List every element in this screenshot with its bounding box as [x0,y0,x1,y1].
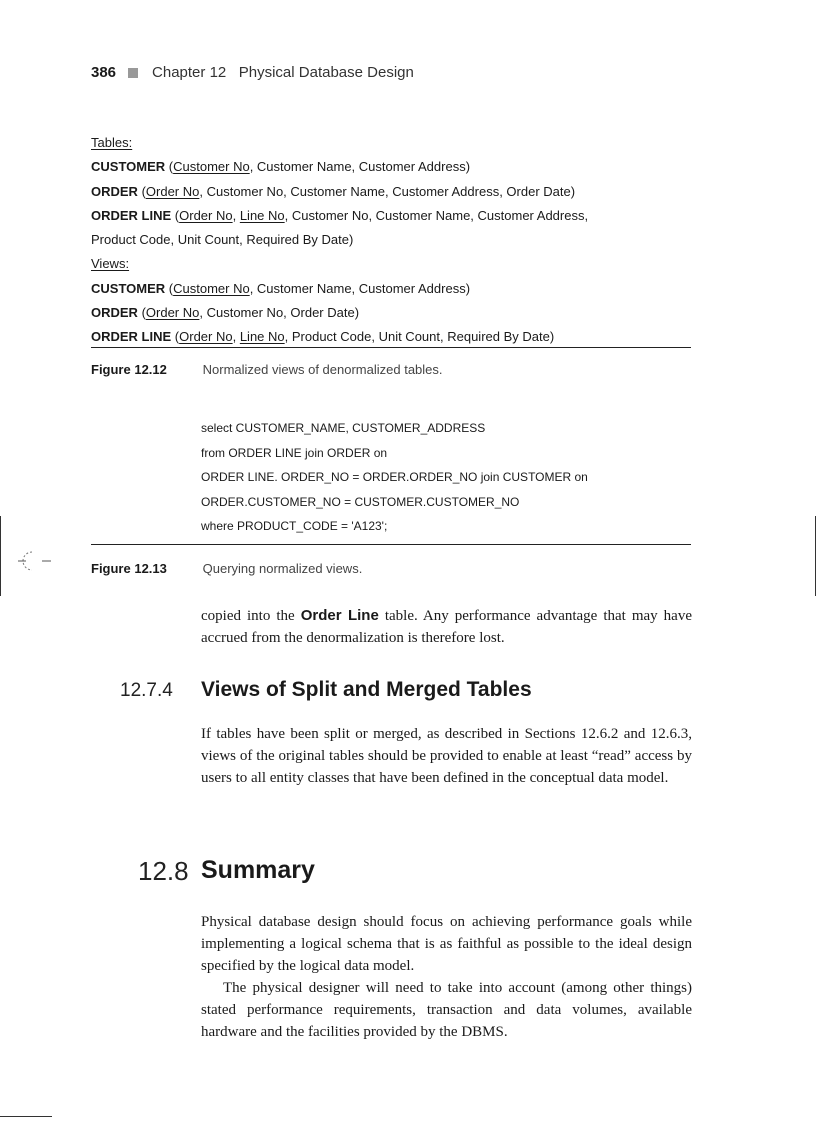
text-run: ( [137,305,146,321]
code-line: ORDER LINE. ORDER_NO = ORDER.ORDER_NO join CUSTOMER on [201,470,588,484]
crop-mark [0,516,1,596]
view-name: CUSTOMER [91,280,166,296]
code-line: from ORDER LINE join ORDER on [201,445,388,460]
section-number: 12.7.4 [120,680,173,701]
text-run: , Customer No, Customer Name, Customer Address, [284,207,589,223]
text-run: ( [171,207,180,223]
table-row [91,180,588,204]
text-run: , Customer Name, Customer Address) [249,159,471,175]
section-12-7-4-text [201,723,692,789]
primary-key: Order No [179,207,233,223]
text-run: ( [165,159,174,175]
figure-label: Figure 12.13 [91,561,167,576]
figure-12-12-caption [91,362,443,377]
figure-12-13-caption [91,561,362,576]
figure-12-12-body [91,131,588,350]
primary-key: Line No [239,329,285,345]
primary-key: Order No [145,305,200,321]
page-number: 386 [91,64,117,81]
figure-caption-text: Normalized views of denormalized tables. [202,362,443,377]
running-header [91,64,414,81]
primary-key: Customer No [173,159,250,175]
code-line: ORDER.CUSTOMER_NO = CUSTOMER.CUSTOMER_NO [201,494,520,509]
code-line: where PRODUCT_CODE = 'A123'; [201,519,388,533]
primary-key: Order No [145,183,200,199]
continuation-paragraph [201,605,692,649]
registration-mark-icon [18,548,52,574]
table-continuation: Product Code, Unit Count, Required By Date) [91,232,354,248]
figure-caption-text: Querying normalized views. [202,561,363,576]
text-run: table. Any performance advantage that may have accrued from the denormalization is therefore lost. [201,608,693,646]
view-row: ORDER LINE (Order No, Line No, Product Code, Unit Count, Required By Date) [91,329,555,345]
view-row [91,277,588,301]
sql-code-block [201,416,588,539]
text-run: , Product Code, Unit Count, Required By Date) [284,329,555,345]
view-name: ORDER LINE [91,329,172,345]
text-run: , Customer No, Order Date) [199,305,360,321]
code-line: select CUSTOMER_NAME, CUSTOMER_ADDRESS [201,421,486,435]
text-run: ( [171,329,180,345]
section-12-8-text [201,911,692,1043]
paragraph: Physical database design should focus on achieving performance goals while implementing a logical schema that is as faithful as possible to the ideal design specified by the logical data model. [201,914,692,974]
text-run: copied into the [201,608,301,624]
chapter-title: Chapter 12 Physical Database Design [152,64,414,81]
header-square-icon [128,68,138,78]
tables-heading: Tables: [91,135,133,150]
crop-mark [0,1116,52,1117]
view-name: ORDER [91,305,138,321]
text-run: , Customer No, Customer Name, Customer Address, Order Date) [199,183,576,199]
section-number: 12.8 [138,856,189,886]
inline-bold-term: Order Line [300,607,379,624]
paragraph: The physical designer will need to take into account (among other things) stated performance requirements, transaction and data volumes, available hardware and the facilities provided by the DBMS. [201,980,692,1040]
figure-label: Figure 12.12 [91,362,167,377]
table-name: ORDER LINE [91,207,172,223]
views-heading: Views: [91,256,130,272]
section-title: Summary [201,856,315,884]
figure-12-13-rule [91,544,691,545]
figure-12-12-rule [91,347,691,348]
section-title: Views of Split and Merged Tables [201,678,532,701]
text-run: ( [137,183,146,199]
primary-key: Line No [239,207,285,223]
text-run: ( [165,280,174,296]
table-row: ORDER LINE (Order No, Line No, Customer No, Customer Name, Customer Address, [91,207,589,223]
table-name: ORDER [91,183,138,199]
primary-key: Order No [179,329,233,345]
table-row [91,155,588,179]
text-run: , Customer Name, Customer Address) [249,280,471,296]
view-row [91,301,588,325]
paragraph: If tables have been split or merged, as described in Sections 12.6.2 and 12.6.3, views of the original tables should be provided to enable at least “read” access by users to all entity classes that have been defined in the conceptual data model. [201,726,692,786]
table-name: CUSTOMER [91,159,166,175]
primary-key: Customer No [173,280,250,296]
